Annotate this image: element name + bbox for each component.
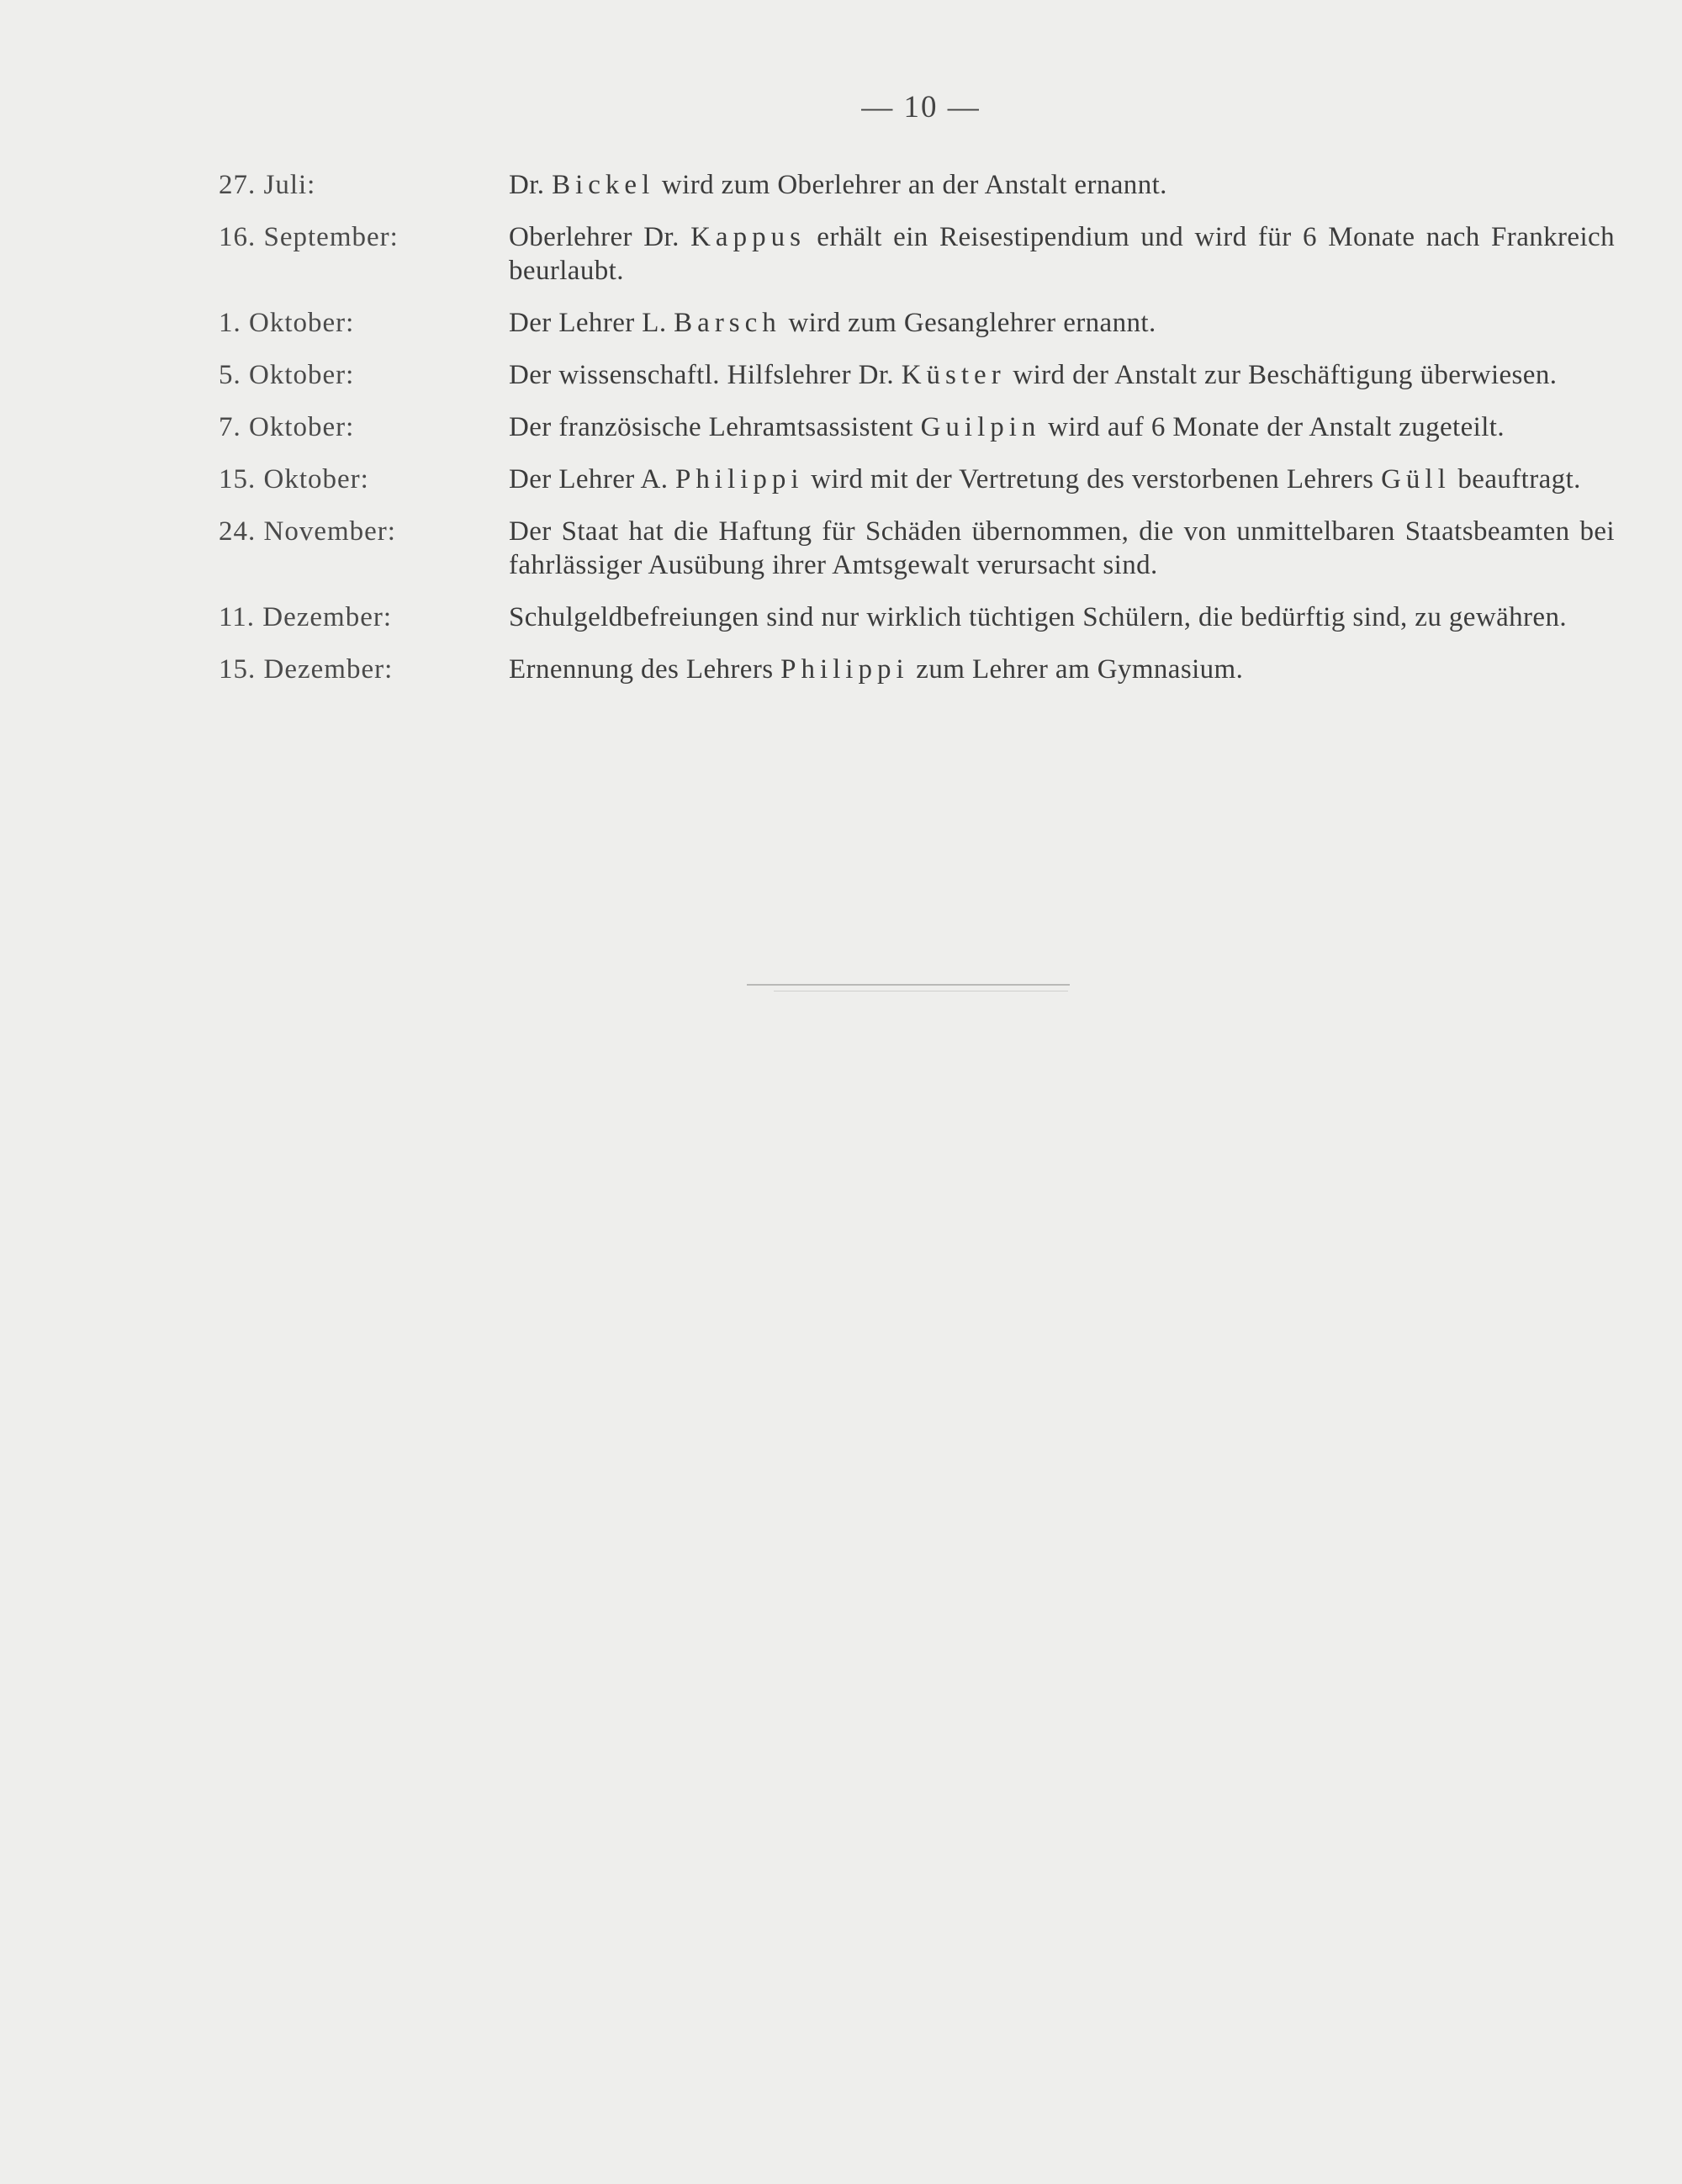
chronicle-entry — [219, 653, 1615, 686]
spaced-name: Güll — [1381, 464, 1451, 494]
text-segment: zum Lehrer am Gymnasium. — [908, 654, 1244, 685]
spaced-name: Philippi — [675, 464, 804, 494]
entry-text — [509, 358, 1615, 392]
text-segment: wird zum Oberlehrer an der Anstalt ernannt. — [654, 170, 1167, 200]
text-segment: Dr. — [509, 170, 553, 200]
chronicle-entry — [219, 306, 1615, 340]
text-segment: Ernennung des Lehrers — [509, 654, 781, 685]
entry-date: 16. September: — [219, 222, 399, 252]
spaced-name: Philippi — [780, 654, 909, 685]
entry-date: 5. Oktober: — [219, 360, 355, 390]
chronicle-entry — [219, 600, 1615, 634]
text-segment: erhält ein Reisestipendium und wird für 6 Monate nach Frankreich beurlaubt. — [509, 222, 1615, 286]
entry-date: 24. November: — [219, 516, 396, 547]
text-segment: Der Lehrer A. — [509, 464, 676, 494]
entry-date: 27. Juli: — [219, 170, 316, 200]
entry-date: 7. Oktober: — [219, 412, 355, 442]
entry-text — [509, 168, 1615, 202]
entry-text — [509, 653, 1615, 686]
text-segment: Der wissenschaftl. Hilfslehrer Dr. — [509, 360, 902, 390]
section-divider-secondary — [774, 991, 1068, 992]
page-number: — 10 — — [861, 90, 981, 124]
text-segment: Oberlehrer Dr. — [509, 222, 691, 252]
chronicle-list — [219, 168, 1615, 705]
entry-date: 11. Dezember: — [219, 602, 393, 632]
text-segment: beauftragt. — [1450, 464, 1581, 494]
text-segment: wird auf 6 Monate der Anstalt zugeteilt. — [1040, 412, 1505, 442]
spaced-name: Kappus — [690, 222, 806, 252]
entry-text — [509, 220, 1615, 288]
text-segment: Der französische Lehramtsassistent — [509, 412, 921, 442]
entry-date: 15. Dezember: — [219, 654, 394, 685]
section-divider — [747, 984, 1070, 986]
spaced-name: Guilpin — [920, 412, 1041, 442]
entry-text — [509, 306, 1615, 340]
entry-text — [509, 600, 1615, 634]
chronicle-entry — [219, 168, 1615, 202]
chronicle-entry — [219, 463, 1615, 496]
text-segment: Der Staat hat die Haftung für Schäden übernommen, die von unmittelbaren Staatsbeamten bei fahrlässiger Ausübung ihrer Amtsgewalt verursacht sind. — [509, 516, 1615, 580]
text-segment: wird zum Gesanglehrer ernannt. — [780, 308, 1156, 338]
spaced-name: Küster — [901, 360, 1006, 390]
entry-text — [509, 410, 1615, 444]
chronicle-entry — [219, 515, 1615, 582]
entry-text — [509, 515, 1615, 582]
text-segment: wird der Anstalt zur Beschäftigung überwiesen. — [1005, 360, 1558, 390]
entry-date: 15. Oktober: — [219, 464, 369, 494]
spaced-name: Barsch — [674, 308, 781, 338]
chronicle-entry — [219, 358, 1615, 392]
spaced-name: Bickel — [552, 170, 655, 200]
entry-text — [509, 463, 1615, 496]
text-segment: Schulgeldbefreiungen sind nur wirklich tüchtigen Schülern, die bedürftig sind, zu gewähren. — [509, 602, 1567, 632]
text-segment: wird mit der Vertretung des verstorbenen Lehrers — [803, 464, 1382, 494]
text-segment: Der Lehrer L. — [509, 308, 674, 338]
chronicle-entry — [219, 410, 1615, 444]
chronicle-entry — [219, 220, 1615, 288]
entry-date: 1. Oktober: — [219, 308, 355, 338]
